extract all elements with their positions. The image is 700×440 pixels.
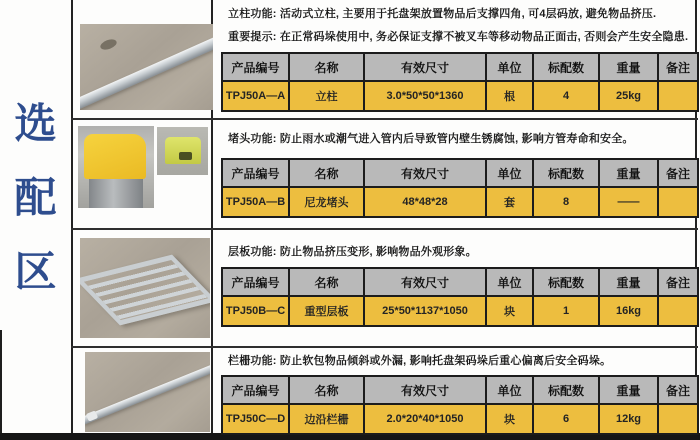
table-header-row	[222, 53, 698, 81]
cell-qty: 8	[533, 187, 599, 217]
header-qty: 标配数	[533, 53, 599, 81]
header-product-code: 产品编号	[222, 268, 289, 296]
cell-qty: 4	[533, 81, 599, 111]
left-border-line	[0, 330, 2, 434]
sidebar-char: 配	[14, 174, 57, 221]
header-product-code: 产品编号	[222, 159, 289, 187]
cell-qty: 1	[533, 296, 599, 326]
header-note: 备注	[658, 268, 698, 296]
section-divider-line	[71, 228, 698, 230]
header-qty: 标配数	[533, 159, 599, 187]
header-unit: 单位	[486, 53, 533, 81]
photo-nylon-cap-large	[78, 126, 154, 208]
header-size: 有效尺寸	[364, 53, 486, 81]
table-row	[222, 404, 698, 434]
header-name: 名称	[289, 53, 364, 81]
header-size: 有效尺寸	[364, 159, 486, 187]
header-name: 名称	[289, 376, 364, 404]
cell-size: 2.0*20*40*1050	[364, 404, 486, 434]
photo-column-tube	[80, 24, 213, 110]
sidebar-label-optional-area	[0, 0, 71, 434]
header-name: 名称	[289, 268, 364, 296]
metal-rail-shape	[85, 363, 210, 425]
photo-layer-panel	[80, 238, 210, 338]
cell-size: 48*48*28	[364, 187, 486, 217]
cell-note	[658, 187, 698, 217]
cell-name: 立柱	[289, 81, 364, 111]
sidebar-char: 选	[14, 100, 57, 147]
section-divider-line	[71, 346, 698, 348]
desc-column-function: 立柱功能: 活动式立柱, 主要用于托盘架放置物品后支撑四角, 可4层码放, 避免物品挤压.	[228, 8, 657, 20]
cell-note	[658, 296, 698, 326]
desc-cap-function: 堵头功能: 防止雨水或潮气进入管内后导致管内壁生锈腐蚀, 影响方管寿命和安全。	[228, 133, 634, 145]
desc-rail-function: 栏栅功能: 防止软包物品倾斜或外漏, 影响托盘架码垛后重心偏离后安全码垛。	[228, 355, 612, 367]
header-weight: 重量	[599, 376, 658, 404]
header-weight: 重量	[599, 159, 658, 187]
header-note: 备注	[658, 53, 698, 81]
header-unit: 单位	[486, 376, 533, 404]
cell-weight: 16kg	[599, 296, 658, 326]
cap-slot-shape	[179, 152, 192, 160]
table-header-row	[222, 376, 698, 404]
header-weight: 重量	[599, 53, 658, 81]
cell-product-code: TPJ50B—C	[222, 296, 289, 326]
spec-table-panel	[221, 267, 699, 327]
cell-size: 25*50*1137*1050	[364, 296, 486, 326]
cell-note	[658, 404, 698, 434]
spec-table-column	[221, 52, 699, 112]
cell-weight: 12kg	[599, 404, 658, 434]
cell-note	[658, 81, 698, 111]
table-row	[222, 81, 698, 111]
table-header-row	[222, 159, 698, 187]
table-row	[222, 187, 698, 217]
metal-grid-shape	[80, 255, 210, 326]
floor-stain-shape	[99, 37, 118, 51]
cell-unit: 根	[486, 81, 533, 111]
header-product-code: 产品编号	[222, 376, 289, 404]
photo-edge-rail	[85, 352, 210, 432]
photo-nylon-cap-small	[157, 127, 208, 175]
header-note: 备注	[658, 159, 698, 187]
sidebar-char: 区	[14, 248, 57, 295]
cell-product-code: TPJ50A—B	[222, 187, 289, 217]
cell-size: 3.0*50*50*1360	[364, 81, 486, 111]
cell-name: 边沿栏栅	[289, 404, 364, 434]
cell-qty: 6	[533, 404, 599, 434]
cell-name: 尼龙堵头	[289, 187, 364, 217]
cell-product-code: TPJ50C—D	[222, 404, 289, 434]
header-name: 名称	[289, 159, 364, 187]
cell-name: 重型层板	[289, 296, 364, 326]
header-qty: 标配数	[533, 376, 599, 404]
header-product-code: 产品编号	[222, 53, 289, 81]
header-qty: 标配数	[533, 268, 599, 296]
section-divider-line	[71, 118, 698, 120]
cell-unit: 块	[486, 296, 533, 326]
cell-product-code: TPJ50A—A	[222, 81, 289, 111]
header-note: 备注	[658, 376, 698, 404]
grey-tube-shape	[89, 179, 143, 208]
spec-table-cap	[221, 158, 699, 218]
table-row	[222, 296, 698, 326]
header-size: 有效尺寸	[364, 376, 486, 404]
header-unit: 单位	[486, 159, 533, 187]
spec-table-rail	[221, 375, 699, 435]
header-unit: 单位	[486, 268, 533, 296]
cell-unit: 块	[486, 404, 533, 434]
cell-unit: 套	[486, 187, 533, 217]
desc-column-warning: 重要提示: 在正常码垛使用中, 务必保证支撑不被叉车等移动物品正面击, 否则会产生安全隐患.	[228, 31, 689, 43]
cell-weight: 25kg	[599, 81, 658, 111]
header-weight: 重量	[599, 268, 658, 296]
cell-weight: ——	[599, 187, 658, 217]
table-header-row	[222, 268, 698, 296]
desc-panel-function: 层板功能: 防止物品挤压变形, 影响物品外观形象。	[228, 246, 477, 258]
header-size: 有效尺寸	[364, 268, 486, 296]
column-divider-line	[71, 0, 73, 434]
yellow-cap-shape	[84, 134, 146, 179]
